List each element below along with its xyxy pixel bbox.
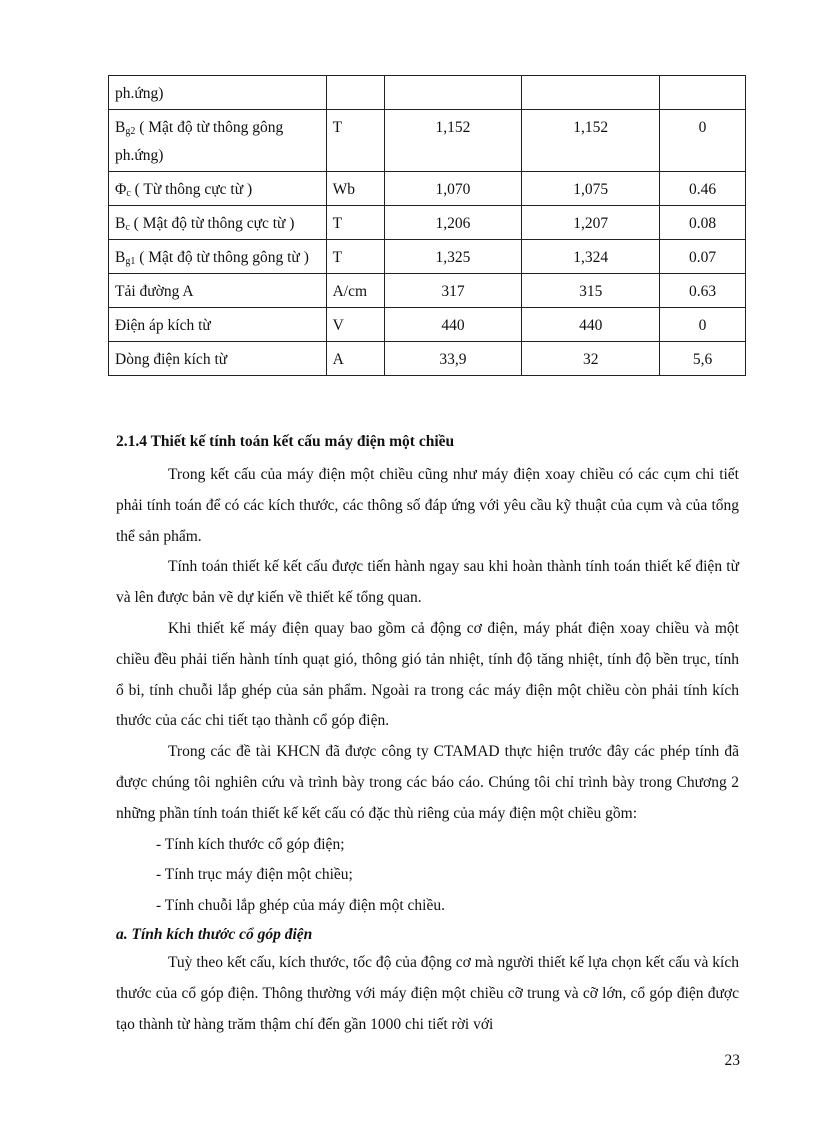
paragraph: Tính toán thiết kế kết cấu được tiến hành ngay sau khi hoàn thành tính toán thiết kế điện từ và lên được bản vẽ dự kiến về thiết kế tổng quan.	[116, 558, 739, 607]
value1-cell: 1,152	[384, 110, 522, 172]
value2-cell: 440	[522, 308, 660, 342]
parameter-table-body	[109, 76, 746, 376]
list-item: - Tính kích thước cổ góp điện;	[156, 835, 345, 853]
diff-cell: 0.46	[660, 172, 746, 206]
param-cell: Tải đường A	[109, 274, 327, 308]
table-row	[109, 206, 746, 240]
list-item: - Tính trục máy điện một chiều;	[156, 866, 353, 884]
unit-cell: T	[326, 240, 384, 274]
param-cell: Điện áp kích từ	[109, 308, 327, 342]
unit-cell: V	[326, 308, 384, 342]
table-row	[109, 274, 746, 308]
value2-cell: 1,075	[522, 172, 660, 206]
parameter-table	[108, 75, 746, 376]
table-row	[109, 110, 746, 172]
unit-cell: T	[326, 110, 384, 172]
paragraph: Trong các đề tài KHCN đã được công ty CTAMAD thực hiện trước đây các phép tính đã được chúng tôi nghiên cứu và trình bày trong các báo cáo. Chúng tôi chỉ trình bày trong Chương 2 những phần tính toán thiết kế kết cấu có đặc thù riêng của máy điện một chiều gồm:	[116, 743, 739, 822]
value2-cell: 315	[522, 274, 660, 308]
unit-cell: A	[326, 342, 384, 376]
section-body	[116, 429, 739, 1040]
diff-cell: 0	[660, 308, 746, 342]
page-number: 23	[724, 1052, 740, 1069]
unit-cell: T	[326, 206, 384, 240]
value2-cell: 1,207	[522, 206, 660, 240]
paragraph: Tuỳ theo kết cấu, kích thước, tốc độ của động cơ mà người thiết kế lựa chọn kết cấu và kích thước của cổ góp điện. Thông thường với máy điện một chiều cỡ trung và cỡ lớn, cổ góp điện được tạo thành từ hàng trăm thậm chí đến gần 1000 chi tiết rời với	[116, 953, 739, 1033]
param-cell: ph.ứng)	[109, 76, 327, 110]
value1-cell: 1,070	[384, 172, 522, 206]
unit-cell: A/cm	[326, 274, 384, 308]
diff-cell	[660, 76, 746, 110]
table-row	[109, 308, 746, 342]
unit-cell: Wb	[326, 172, 384, 206]
list-item: - Tính chuỗi lắp ghép của máy điện một chiều.	[156, 897, 445, 915]
param-cell: Dòng điện kích từ	[109, 342, 327, 376]
table-row	[109, 240, 746, 274]
diff-cell: 5,6	[660, 342, 746, 376]
value1-cell: 440	[384, 308, 522, 342]
table-row	[109, 172, 746, 206]
param-cell: $B_{g1}$ ( Mật độ từ thông gông từ )	[109, 240, 327, 274]
value1-cell: 317	[384, 274, 522, 308]
table-row	[109, 76, 746, 110]
diff-cell: 0	[660, 110, 746, 172]
diff-cell: 0.63	[660, 274, 746, 308]
value2-cell: 1,324	[522, 240, 660, 274]
subsection-heading: a. Tính kích thước cổ góp điện	[116, 925, 313, 943]
section-heading: 2.1.4 Thiết kế tính toán kết cấu máy điện một chiều	[116, 433, 455, 450]
value2-cell	[522, 76, 660, 110]
param-cell: $B_{g2}$ ( Mật độ từ thông gông ph.ứng)	[109, 110, 327, 172]
value1-cell: 1,206	[384, 206, 522, 240]
param-cell: $\Phi_c$ ( Từ thông cực từ )	[109, 172, 327, 206]
unit-cell	[326, 76, 384, 110]
paragraph: Khi thiết kế máy điện quay bao gồm cả động cơ điện, máy phát điện xoay chiều và một chiều đều phải tiến hành tính quạt gió, thông gió tản nhiệt, tính độ tăng nhiệt, tính độ bền trục, tính ổ bi, tính chuỗi lắp ghép của sản phẩm. Ngoài ra trong các máy điện một chiều còn phải tính kích thước của các chi tiết tạo thành cổ góp điện.	[116, 619, 739, 730]
value2-cell: 32	[522, 342, 660, 376]
paragraph: Trong kết cấu của máy điện một chiều cũng như máy điện xoay chiều có các cụm chi tiết phải tính toán để có các kích thước, các thông số đáp ứng với yêu cầu kỹ thuật của cụm và của tổng thể sản phẩm.	[116, 466, 739, 545]
value1-cell	[384, 76, 522, 110]
value1-cell: 1,325	[384, 240, 522, 274]
param-cell: $B_c$ ( Mật độ từ thông cực từ )	[109, 206, 327, 240]
value1-cell: 33,9	[384, 342, 522, 376]
diff-cell: 0.08	[660, 206, 746, 240]
value2-cell: 1,152	[522, 110, 660, 172]
diff-cell: 0.07	[660, 240, 746, 274]
table-row	[109, 342, 746, 376]
